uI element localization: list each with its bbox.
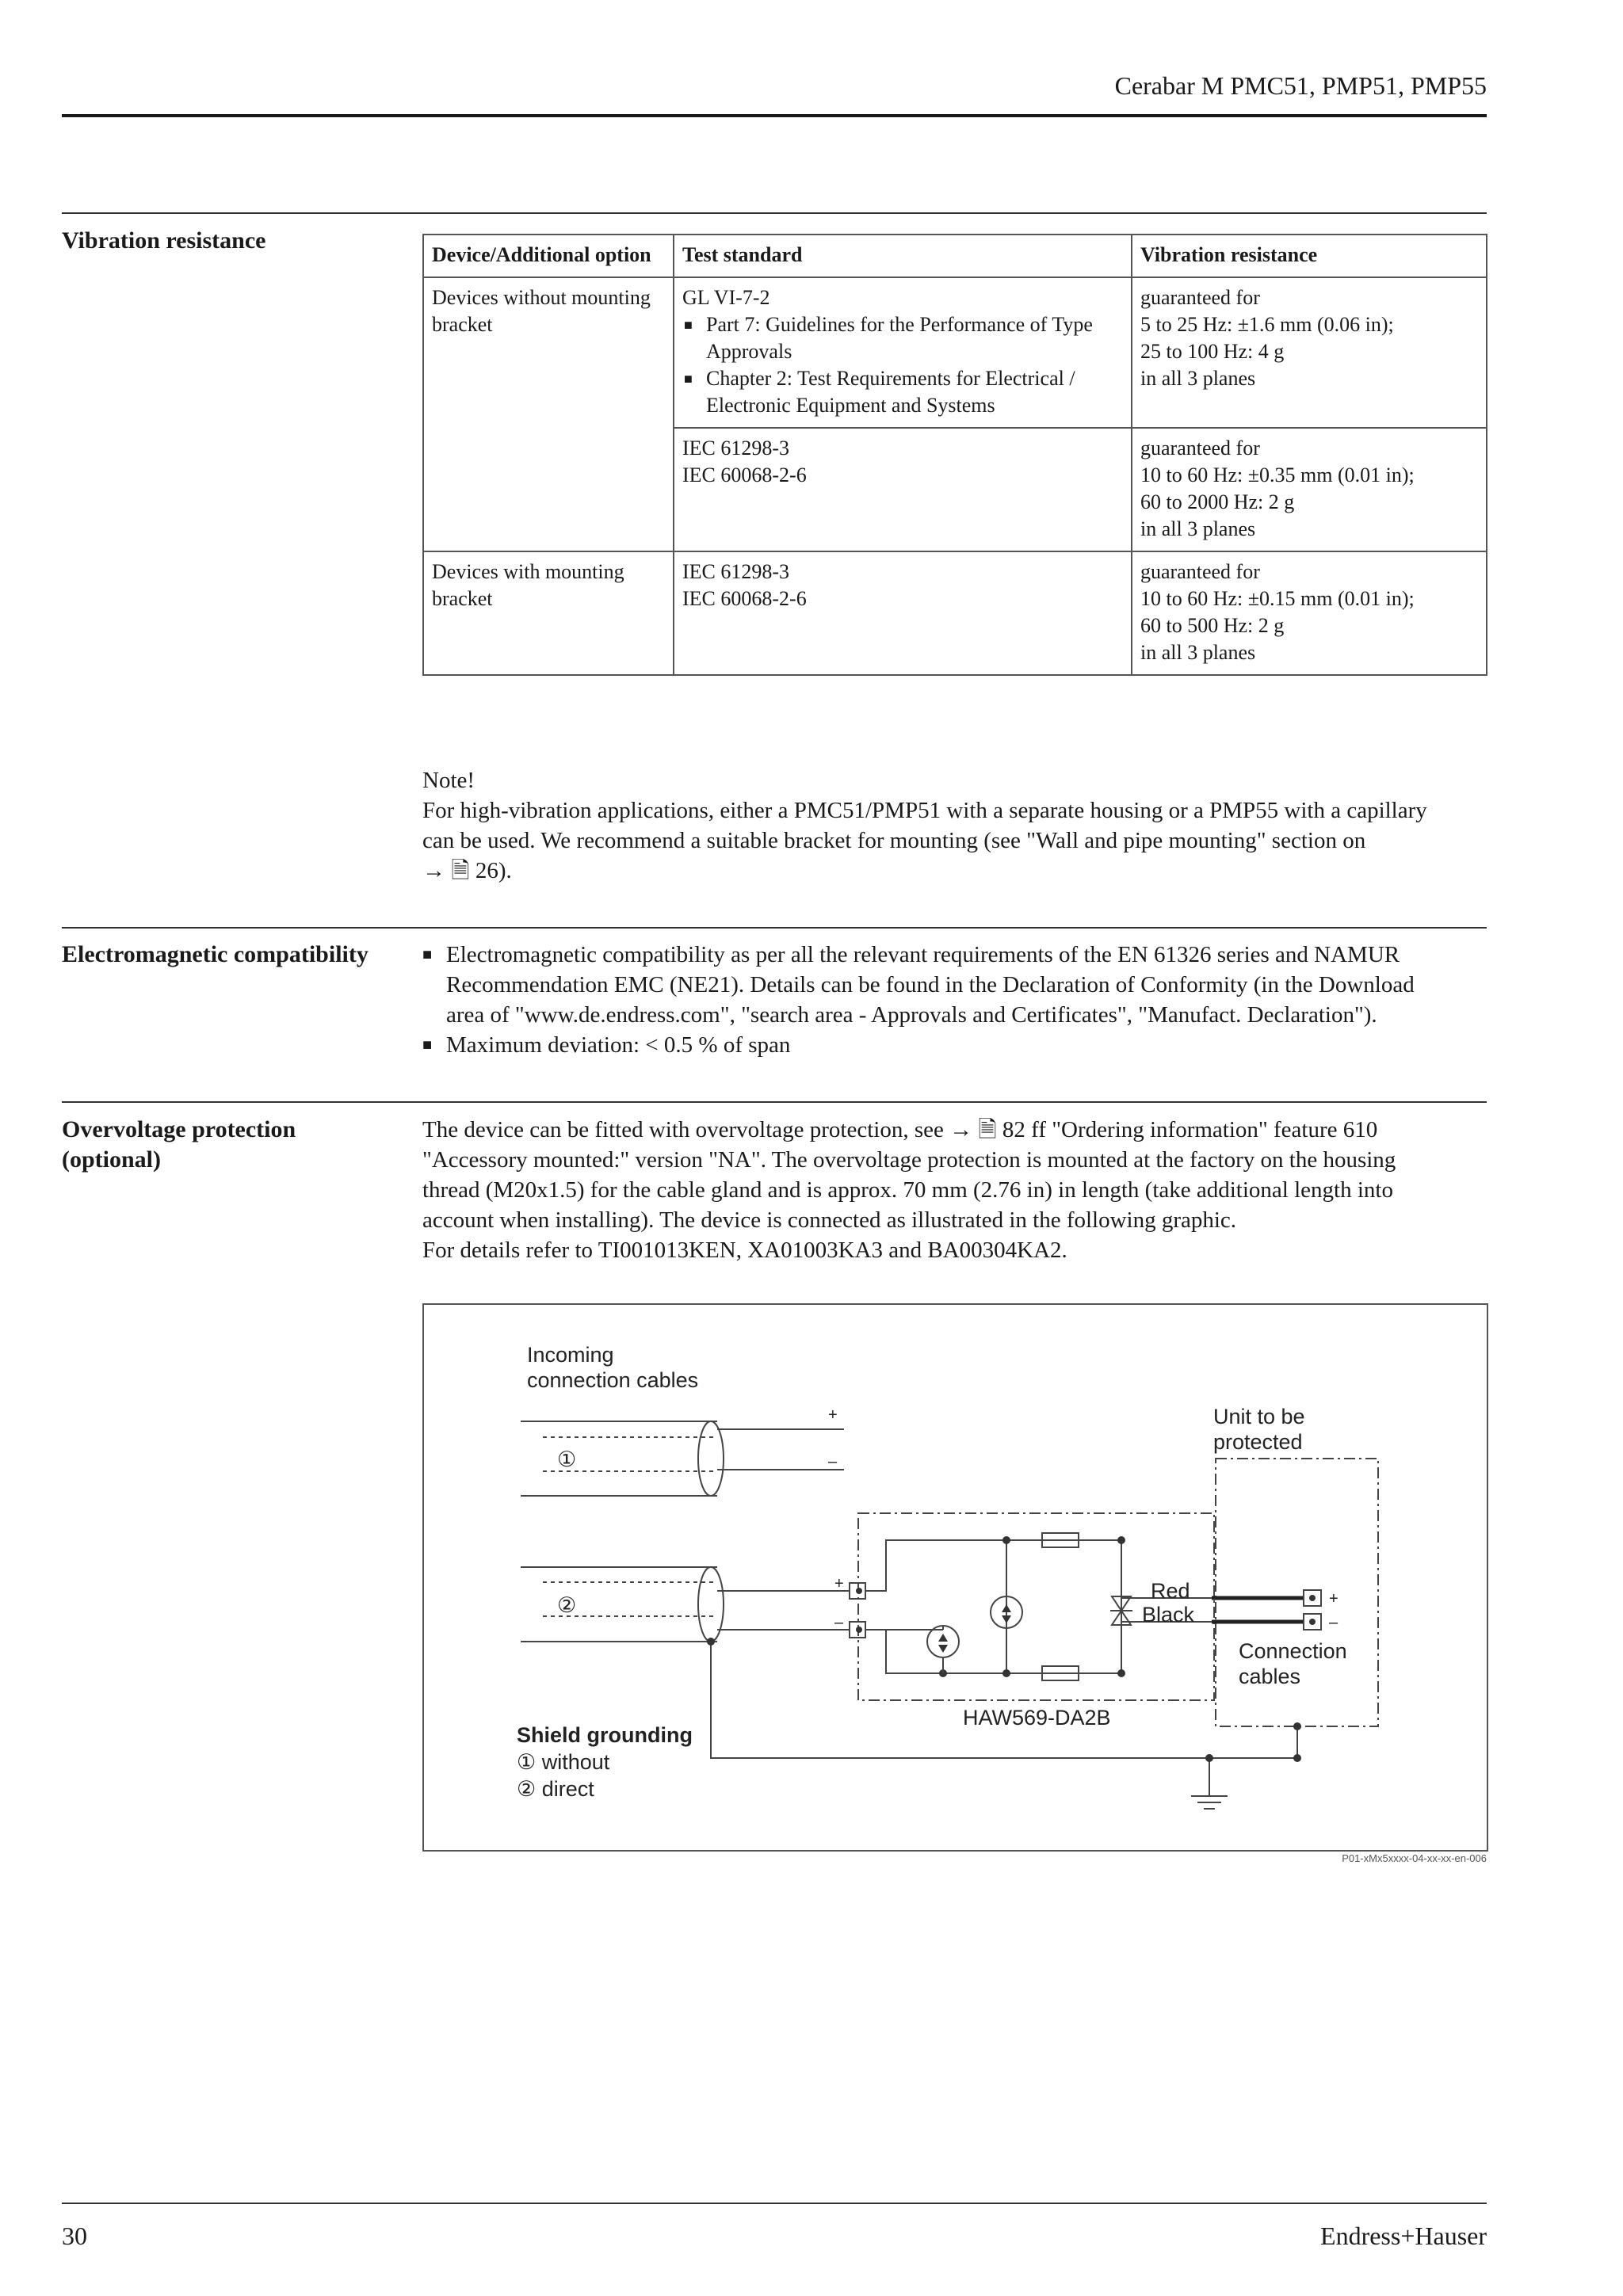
table-row [423, 277, 1487, 428]
standard-bullet: ■ Part 7: Guidelines for the Performance of Type Approvals [682, 311, 1123, 365]
circuit-bottom-left [865, 1630, 1042, 1673]
marker-2: ② [557, 1593, 577, 1617]
table-cell-standard [674, 551, 1132, 675]
label-incoming: Incoming [527, 1343, 614, 1367]
emc-bullet [422, 1030, 1488, 1060]
label-unit: protected [1213, 1430, 1303, 1454]
circuit-top-left [865, 1540, 1042, 1591]
label-shield-option: ② direct [517, 1777, 594, 1801]
marker-1: ① [557, 1447, 577, 1471]
note-line: For high-vibration applications, either a PMC51/PMP51 with a separate housing or a PMP55 with a capillary [422, 798, 1427, 823]
page-header-title: Cerabar M PMC51, PMP51, PMP55 [1114, 71, 1487, 100]
resistance-line: 60 to 500 Hz: 2 g [1140, 614, 1285, 637]
label-minus: – [834, 1614, 844, 1631]
table-cell-device: Devices with mounting bracket [423, 551, 674, 675]
terminal-dot [1309, 1595, 1316, 1601]
table-cell-resistance [1132, 551, 1487, 675]
table-header: Test standard [674, 235, 1132, 277]
junction-node [1117, 1669, 1125, 1677]
gdt1-arrow-up [1002, 1604, 1011, 1612]
standard-line: IEC 61298-3 [682, 560, 790, 583]
body-line: The device can be fitted with overvoltage protection, see → 🗎 82 ff "Ordering information" feature 610 [422, 1117, 1378, 1142]
body-line: thread (M20x1.5) for the cable gland and is approx. 70 mm (2.76 in) in length (take additional length into [422, 1177, 1393, 1203]
junction-node [1002, 1669, 1010, 1677]
emc-body [422, 940, 1488, 1060]
terminal-dot [1309, 1619, 1316, 1625]
table-cell-resistance [1132, 277, 1487, 428]
note-line: → 🗎 26). [422, 858, 512, 883]
body-line: account when installing). The device is connected as illustrated in the following graphic. [422, 1207, 1237, 1233]
gdt2-arrow-up [938, 1634, 948, 1642]
resistance-line: 60 to 2000 Hz: 2 g [1140, 490, 1295, 513]
standard-line: IEC 60068-2-6 [682, 463, 807, 486]
junction-node [1117, 1536, 1125, 1544]
standard-line: IEC 60068-2-6 [682, 587, 807, 610]
section-label-line: (optional) [62, 1146, 162, 1173]
gdt2-arrow-down [938, 1645, 948, 1653]
label-plus: + [1329, 1590, 1338, 1608]
label-plus: + [828, 1406, 838, 1424]
label-plus: + [834, 1575, 844, 1592]
wiring-diagram-svg [424, 1305, 1487, 1850]
resistance-line: in all 3 planes [1140, 367, 1256, 390]
wiring-diagram [422, 1303, 1488, 1852]
label-incoming: connection cables [527, 1368, 699, 1392]
label-connection: cables [1239, 1665, 1301, 1688]
section-rule-emc [62, 927, 1487, 929]
emc-bullet-line: ■ Maximum deviation: < 0.5 % of span [446, 1032, 791, 1058]
resistance-line: in all 3 planes [1140, 641, 1256, 664]
table-header-row [423, 235, 1487, 277]
resistance-line: 10 to 60 Hz: ±0.15 mm (0.01 in); [1140, 587, 1415, 610]
resistance-line: guaranteed for [1140, 286, 1260, 309]
body-line: For details refer to TI001013KEN, XA01003KA3 and BA00304KA2. [422, 1238, 1067, 1263]
terminal-dot [856, 1627, 862, 1633]
page-number: 30 [62, 2222, 87, 2250]
gdt1-arrow-down [1002, 1615, 1011, 1623]
label-red: Red [1151, 1579, 1190, 1603]
section-label-emc: Electromagnetic compatibility [62, 941, 369, 967]
table-cell-device: Devices without mounting bracket [423, 277, 674, 551]
vibration-table [422, 234, 1487, 676]
table-cell-resistance [1132, 428, 1487, 551]
table-header: Device/Additional option [423, 235, 674, 277]
footer-rule [62, 2203, 1487, 2204]
label-black: Black [1142, 1603, 1195, 1627]
footer-brand: Endress+Hauser [1320, 2222, 1487, 2250]
emc-bullet-line: ■ Electromagnetic compatibility as per all the relevant requirements of the EN 61326 series and NAMUR [446, 942, 1400, 967]
table-cell-standard [674, 428, 1132, 551]
overvoltage-body [422, 1115, 1488, 1265]
note-line: can be used. We recommend a suitable bracket for mounting (see "Wall and pipe mounting" section on [422, 828, 1366, 853]
note-title: Note! [422, 768, 475, 793]
vibration-note [422, 765, 1488, 886]
table-header: Vibration resistance [1132, 235, 1487, 277]
label-shield-option: ① without [517, 1750, 610, 1774]
body-line: "Accessory mounted:" version "NA". The overvoltage protection is mounted at the factory on the housing [422, 1147, 1396, 1173]
figure-code: P01-xMx5xxxx-04-xx-xx-en-006 [1342, 1852, 1487, 1864]
table-cell-standard [674, 277, 1132, 428]
terminal-dot [856, 1588, 862, 1594]
ground-node-1 [707, 1638, 715, 1646]
label-connection: Connection [1239, 1639, 1347, 1663]
label-minus: – [1329, 1614, 1338, 1631]
emc-bullet-line: Recommendation EMC (NE21). Details can be found in the Declaration of Conformity (in the Download [446, 972, 1415, 997]
junction-node [1002, 1536, 1010, 1544]
section-rule-overvoltage [62, 1101, 1487, 1103]
header-rule [62, 114, 1487, 117]
section-label-overvoltage [62, 1115, 296, 1175]
resistance-line: guaranteed for [1140, 437, 1260, 460]
ground-node-4 [1293, 1722, 1301, 1730]
section-label-line: Overvoltage protection [62, 1116, 296, 1142]
resistance-line: 10 to 60 Hz: ±0.35 mm (0.01 in); [1140, 463, 1415, 486]
ground-node-3 [1293, 1754, 1301, 1762]
label-shield-title: Shield grounding [517, 1723, 693, 1747]
resistance-line: guaranteed for [1140, 560, 1260, 583]
ground-node-2 [1205, 1754, 1213, 1762]
section-label-vibration: Vibration resistance [62, 227, 266, 254]
resistance-line: in all 3 planes [1140, 517, 1256, 540]
emc-bullet-line: area of "www.de.endress.com", "search area - Approvals and Certificates", "Manufact. Declaration"). [446, 1002, 1377, 1028]
standard-line: IEC 61298-3 [682, 437, 790, 460]
cable-1-end-ellipse [698, 1421, 724, 1496]
standard-title: GL VI-7-2 [682, 286, 770, 309]
table-row [423, 551, 1487, 675]
standard-bullet: ■ Chapter 2: Test Requirements for Electrical / Electronic Equipment and Systems [682, 365, 1123, 419]
resistance-line: 5 to 25 Hz: ±1.6 mm (0.06 in); [1140, 313, 1394, 336]
label-unit: Unit to be [1213, 1405, 1305, 1428]
label-module: HAW569-DA2B [963, 1706, 1111, 1730]
resistance-line: 25 to 100 Hz: 4 g [1140, 340, 1285, 363]
label-minus: – [828, 1453, 838, 1470]
section-rule-vibration [62, 212, 1487, 214]
emc-bullet [422, 940, 1488, 1030]
